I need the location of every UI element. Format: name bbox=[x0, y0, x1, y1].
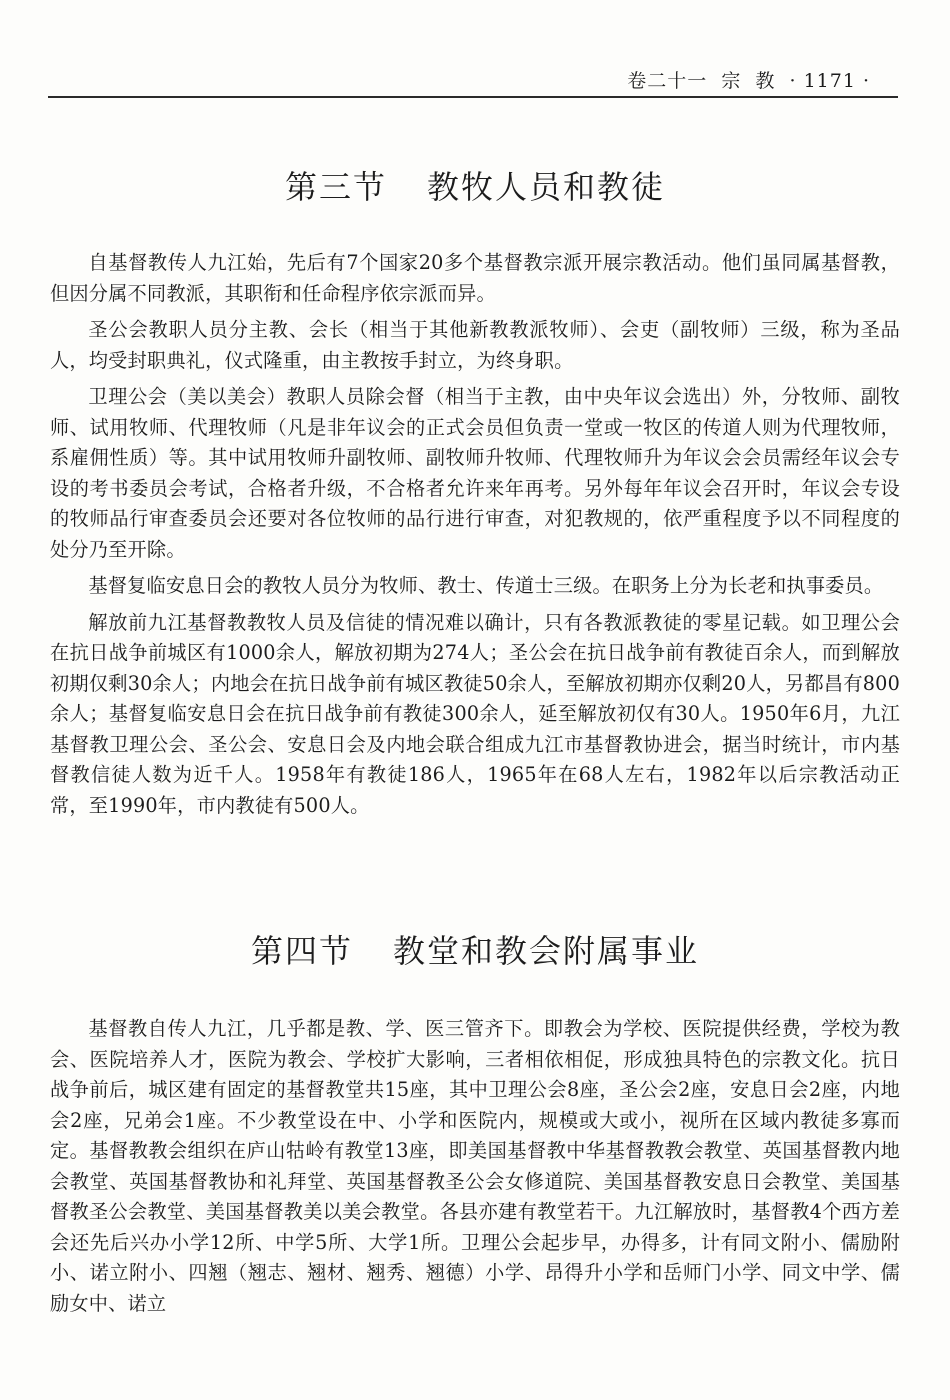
section-4-title: 教堂和教会附属事业 bbox=[393, 932, 700, 970]
section-3-body bbox=[50, 248, 900, 827]
paragraph: 卫理公会（美以美会）教职人员除会督（相当于主教，由中央年议会选出）外，分牧师、副牧师、试用牧师、代理牧师（凡是非年议会的正式会员但负责一堂或一牧区的传道人则为代理牧师，系雇佣性质）等。其中试用牧师升副牧师、副牧师升牧师、代理牧师升为年议会会员需经年议会专设的考书委员会考试，合格者升级，不合格者允许来年再考。另外每年年议会召开时，年议会专设的牧师品行审查委员会还要对各位牧师的品行进行审查，对犯教规的，依严重程度予以不同程度的处分乃至开除。 bbox=[50, 385, 900, 561]
paragraph: 基督教自传人九江，几乎都是教、学、医三管齐下。即教会为学校、医院提供经费，学校为教会、医院培养人才，医院为教会、学校扩大影响，三者相依相促，形成独具特色的宗教文化。抗日战争前后，城区建有固定的基督教堂共15座，其中卫理公会8座，圣公会2座，安息日会2座，内地会2座，兄弟会1座。不少教堂设在中、小学和医院内，规模或大或小，视所在区域内教徒多寡而定。基督教教会组织在庐山牯岭有教堂13座，即美国基督教中华基督教教会教堂、英国基督教内地会教堂、英国基督教协和礼拜堂、英国基督教圣公会女修道院、美国基督教安息日会教堂、美国基督教圣公会教堂、美国基督教美以美会教堂。各县亦建有教堂若干。九江解放时，基督教4个西方差会还先后兴办小学12所、中学5所、大学1所。卫理公会起步早，办得多，计有同文附小、儒励附小、诺立附小、四翘（翘志、翘材、翘秀、翘德）小学、昂得升小学和岳师门小学、同文中学、儒励女中、诺立 bbox=[50, 1017, 900, 1315]
running-header bbox=[48, 62, 898, 98]
paragraph: 基督复临安息日会的教牧人员分为牧师、教士、传道士三级。在职务上分为长老和执事委员。 bbox=[88, 574, 884, 597]
section-3-heading bbox=[0, 162, 950, 208]
section-4-heading bbox=[0, 926, 950, 972]
section-4-number: 第四节 bbox=[250, 932, 353, 970]
header-chapter-page: 卷二十一 宗 教 · 1171 · bbox=[627, 70, 870, 92]
paragraph: 圣公会教职人员分主教、会长（相当于其他新教教派牧师）、会吏（副牧师）三级，称为圣品人，均受封职典礼，仪式隆重，由主教按手封立，为终身职。 bbox=[50, 318, 900, 372]
section-3-number: 第三节 bbox=[284, 168, 387, 206]
paragraph: 自基督教传人九江始，先后有7个国家20多个基督教宗派开展宗教活动。他们虽同属基督教，但因分属不同教派，其职衔和任命程序依宗派而异。 bbox=[50, 251, 900, 305]
paragraph: 解放前九江基督教教牧人员及信徒的情况难以确计，只有各教派教徒的零星记载。如卫理公会在抗日战争前城区有1000余人，解放初期为274人；圣公会在抗日战争前有教徒百余人，而到解放初期仅剩30余人；内地会在抗日战争前有城区教徒50余人，至解放初期亦仅剩20人，另都昌有800余人；基督复临安息日会在抗日战争前有教徒300余人，延至解放初仅有30人。1950年6月，九江基督教卫理公会、圣公会、安息日会及内地会联合组成九江市基督教协进会，据当时统计，市内基督教信徒人数为近千人。1958年有教徒186人，1965年在68人左右，1982年以后宗教活动正常，至1990年，市内教徒有500人。 bbox=[50, 610, 900, 817]
section-3-title: 教牧人员和教徒 bbox=[427, 168, 666, 206]
section-4-body bbox=[50, 1014, 900, 1325]
